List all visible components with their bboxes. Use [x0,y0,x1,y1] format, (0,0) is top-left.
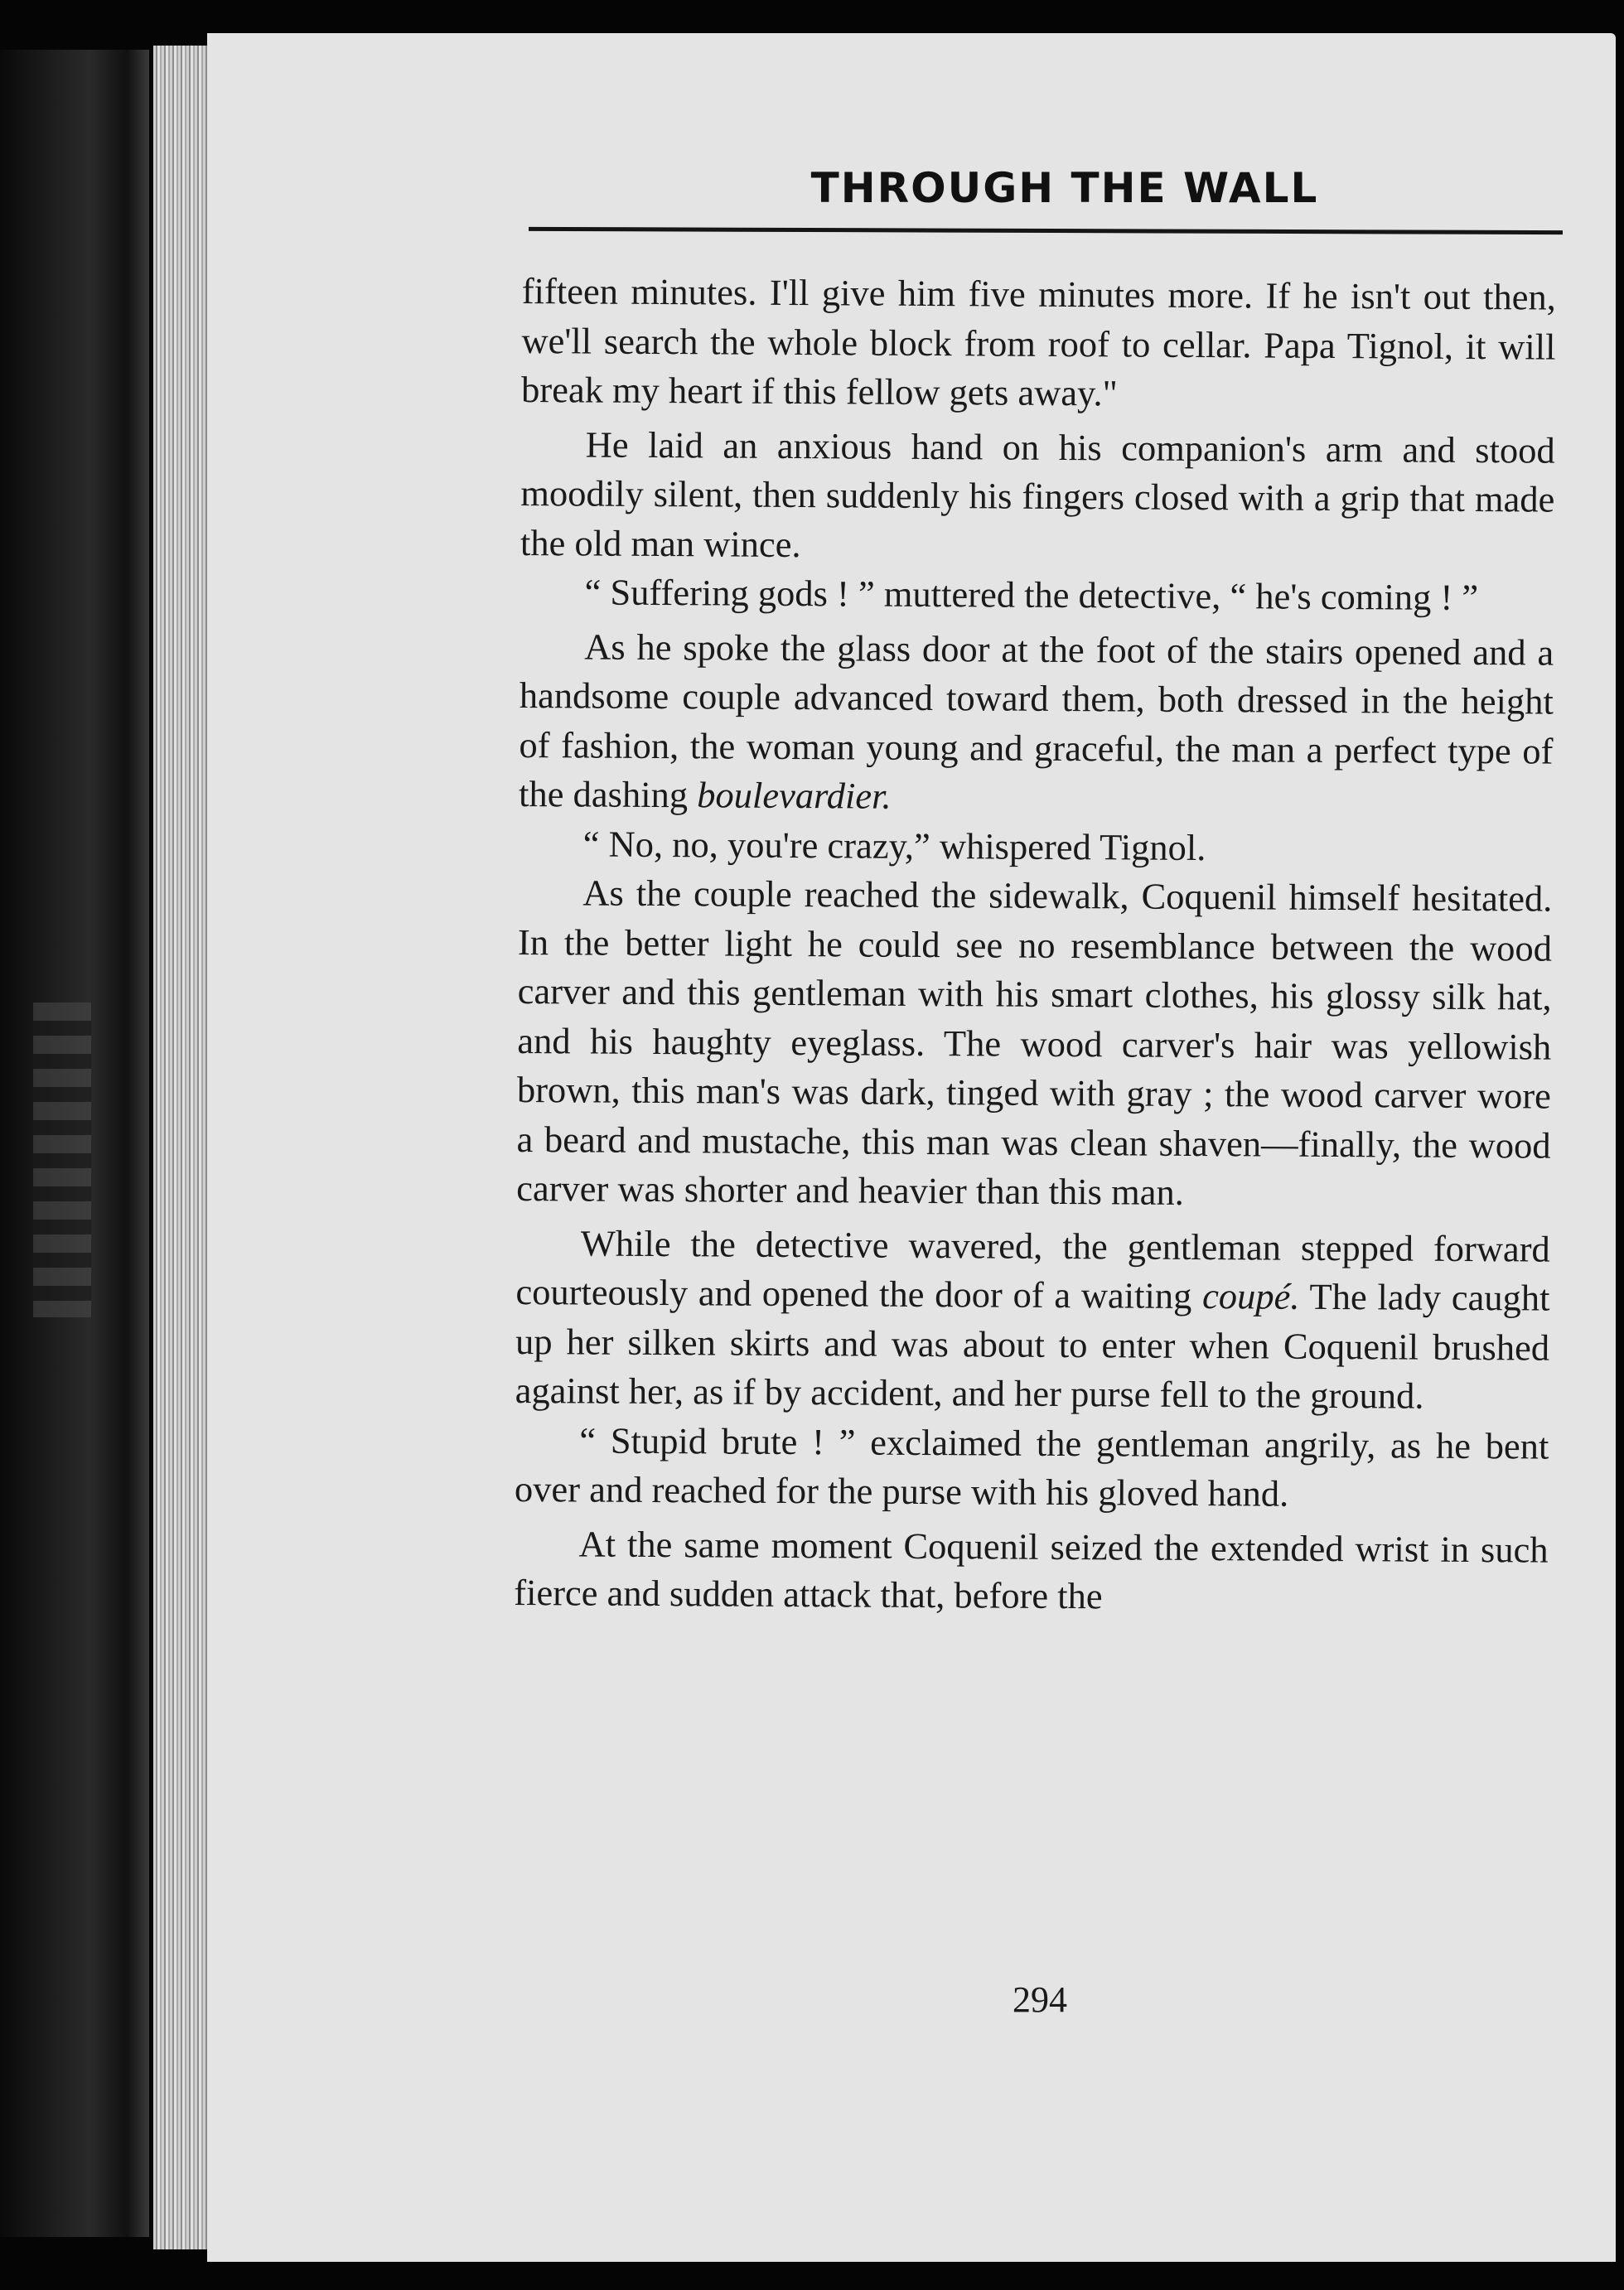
italic-word-boulevardier: boulevardier. [697,774,892,817]
paragraph-7-text-b: The lady caught up her silken skirts and was about to enter when Coquenil brushed against her, as if by accident, and her purse fell to the ground. [515,1275,1550,1417]
book-page [207,33,1616,2262]
paragraph-5: “ No, no, you're crazy,” whispered Tignol. [582,822,1206,868]
running-head: THROUGH THE WALL [810,164,1319,212]
paragraph-1: fifteen minutes. I'll give him five minutes more. If he isn't out then, we'll search the whole block from roof to cellar. Papa Tignol, it will break my heart if this fellow gets away." [520,269,1556,414]
page-number: 294 [1013,1979,1067,2020]
paragraph-6: As the couple reached the sidewalk, Coquenil himself hesitated. In the better light he could see no resemblance between the wood carver and this gentleman with his smart clothes, his glossy silk hat, and his haughty eyeglass. The wood carver's hair was yellowish brown, this man's was dark, tinged with gray ; the wood carver wore a beard and mustache, this man was clean shaven—finally, the wood carver was shorter and heavier than this man. [516,872,1553,1213]
header-rule [529,227,1563,234]
paragraph-4-text: As he spoke the glass door at the foot of the stairs opened and a handsome couple advanced toward them, both dressed in the height of fashion, the woman young and graceful, the man a perfect type of the dashing [518,625,1554,816]
paragraph-3: “ Suffering gods ! ” muttered the detective, “ he's coming ! ” [584,571,1479,619]
paragraph-7-text-a: While the detective wavered, the gentleman stepped forward courteously and opened the door of a waiting [515,1221,1550,1317]
paragraph-2: He laid an anxious hand on his companion's arm and stood moodily silent, then suddenly his fingers closed with a grip that made the old man wince. [520,423,1555,565]
paragraph-7 [515,1218,1550,1422]
italic-word-coupe: coupé. [1201,1275,1300,1317]
paragraph-9: At the same moment Coquenil seized the extended wrist in such fierce and sudden attack that, before the [514,1522,1549,1617]
body-text [514,267,1556,1624]
book-spine [0,50,149,2237]
paragraph-8: “ Stupid brute ! ” exclaimed the gentleman angrily, as he bent over and reached for the purse with his gloved hand. [514,1418,1549,1515]
page-edges [153,46,211,2249]
text-block [514,33,1558,2262]
spine-lettering [33,1002,91,1317]
paragraph-4 [519,621,1554,825]
